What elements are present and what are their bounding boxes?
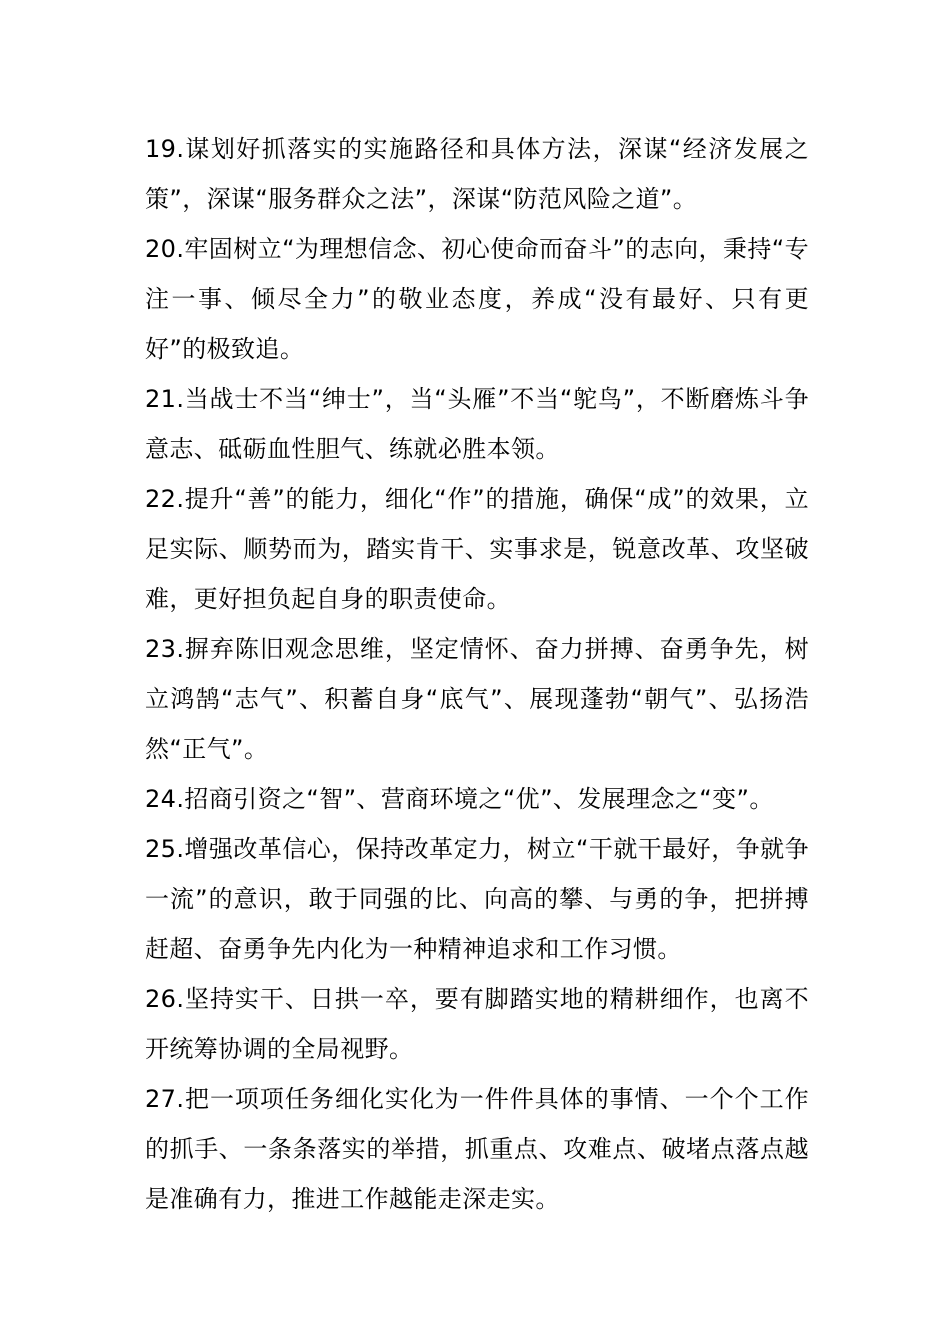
document-body	[145, 124, 809, 1224]
paragraph-24: 24.招商引资之“智”、营商环境之“优”、发展理念之“变”。	[145, 785, 774, 813]
paragraph-20: 20.牢固树立“为理想信念、初心使命而奋斗”的志向，秉持“专注一事、倾尽全力”的敬业态度，养成“没有最好、只有更好”的极致追。	[145, 235, 809, 363]
paragraph-19: 19.谋划好抓落实的实施路径和具体方法，深谋“经济发展之策”，深谋“服务群众之法”，深谋“防范风险之道”。	[145, 135, 809, 213]
paragraph-22: 22.提升“善”的能力，细化“作”的措施，确保“成”的效果，立足实际、顺势而为，踏实肯干、实事求是，锐意改革、攻坚破难，更好担负起自身的职责使命。	[145, 485, 809, 613]
paragraph-26: 26.坚持实干、日拱一卒，要有脚踏实地的精耕细作，也离不开统筹协调的全局视野。	[145, 985, 809, 1063]
paragraph-21: 21.当战士不当“绅士”，当“头雁”不当“鸵鸟”，不断磨炼斗争意志、砥砺血性胆气、练就必胜本领。	[145, 385, 809, 463]
paragraph-25: 25.增强改革信心，保持改革定力，树立“干就干最好，争就争一流”的意识，敢于同强的比、向高的攀、与勇的争，把拼搏赶超、奋勇争先内化为一种精神追求和工作习惯。	[145, 835, 809, 963]
paragraph-23: 23.摒弃陈旧观念思维，坚定情怀、奋力拼搏、奋勇争先，树立鸿鹄“志气”、积蓄自身“底气”、展现蓬勃“朝气”、弘扬浩然“正气”。	[145, 635, 809, 763]
paragraph-27: 27.把一项项任务细化实化为一件件具体的事情、一个个工作的抓手、一条条落实的举措，抓重点、攻难点、破堵点落点越是准确有力，推进工作越能走深走实。	[145, 1085, 809, 1213]
